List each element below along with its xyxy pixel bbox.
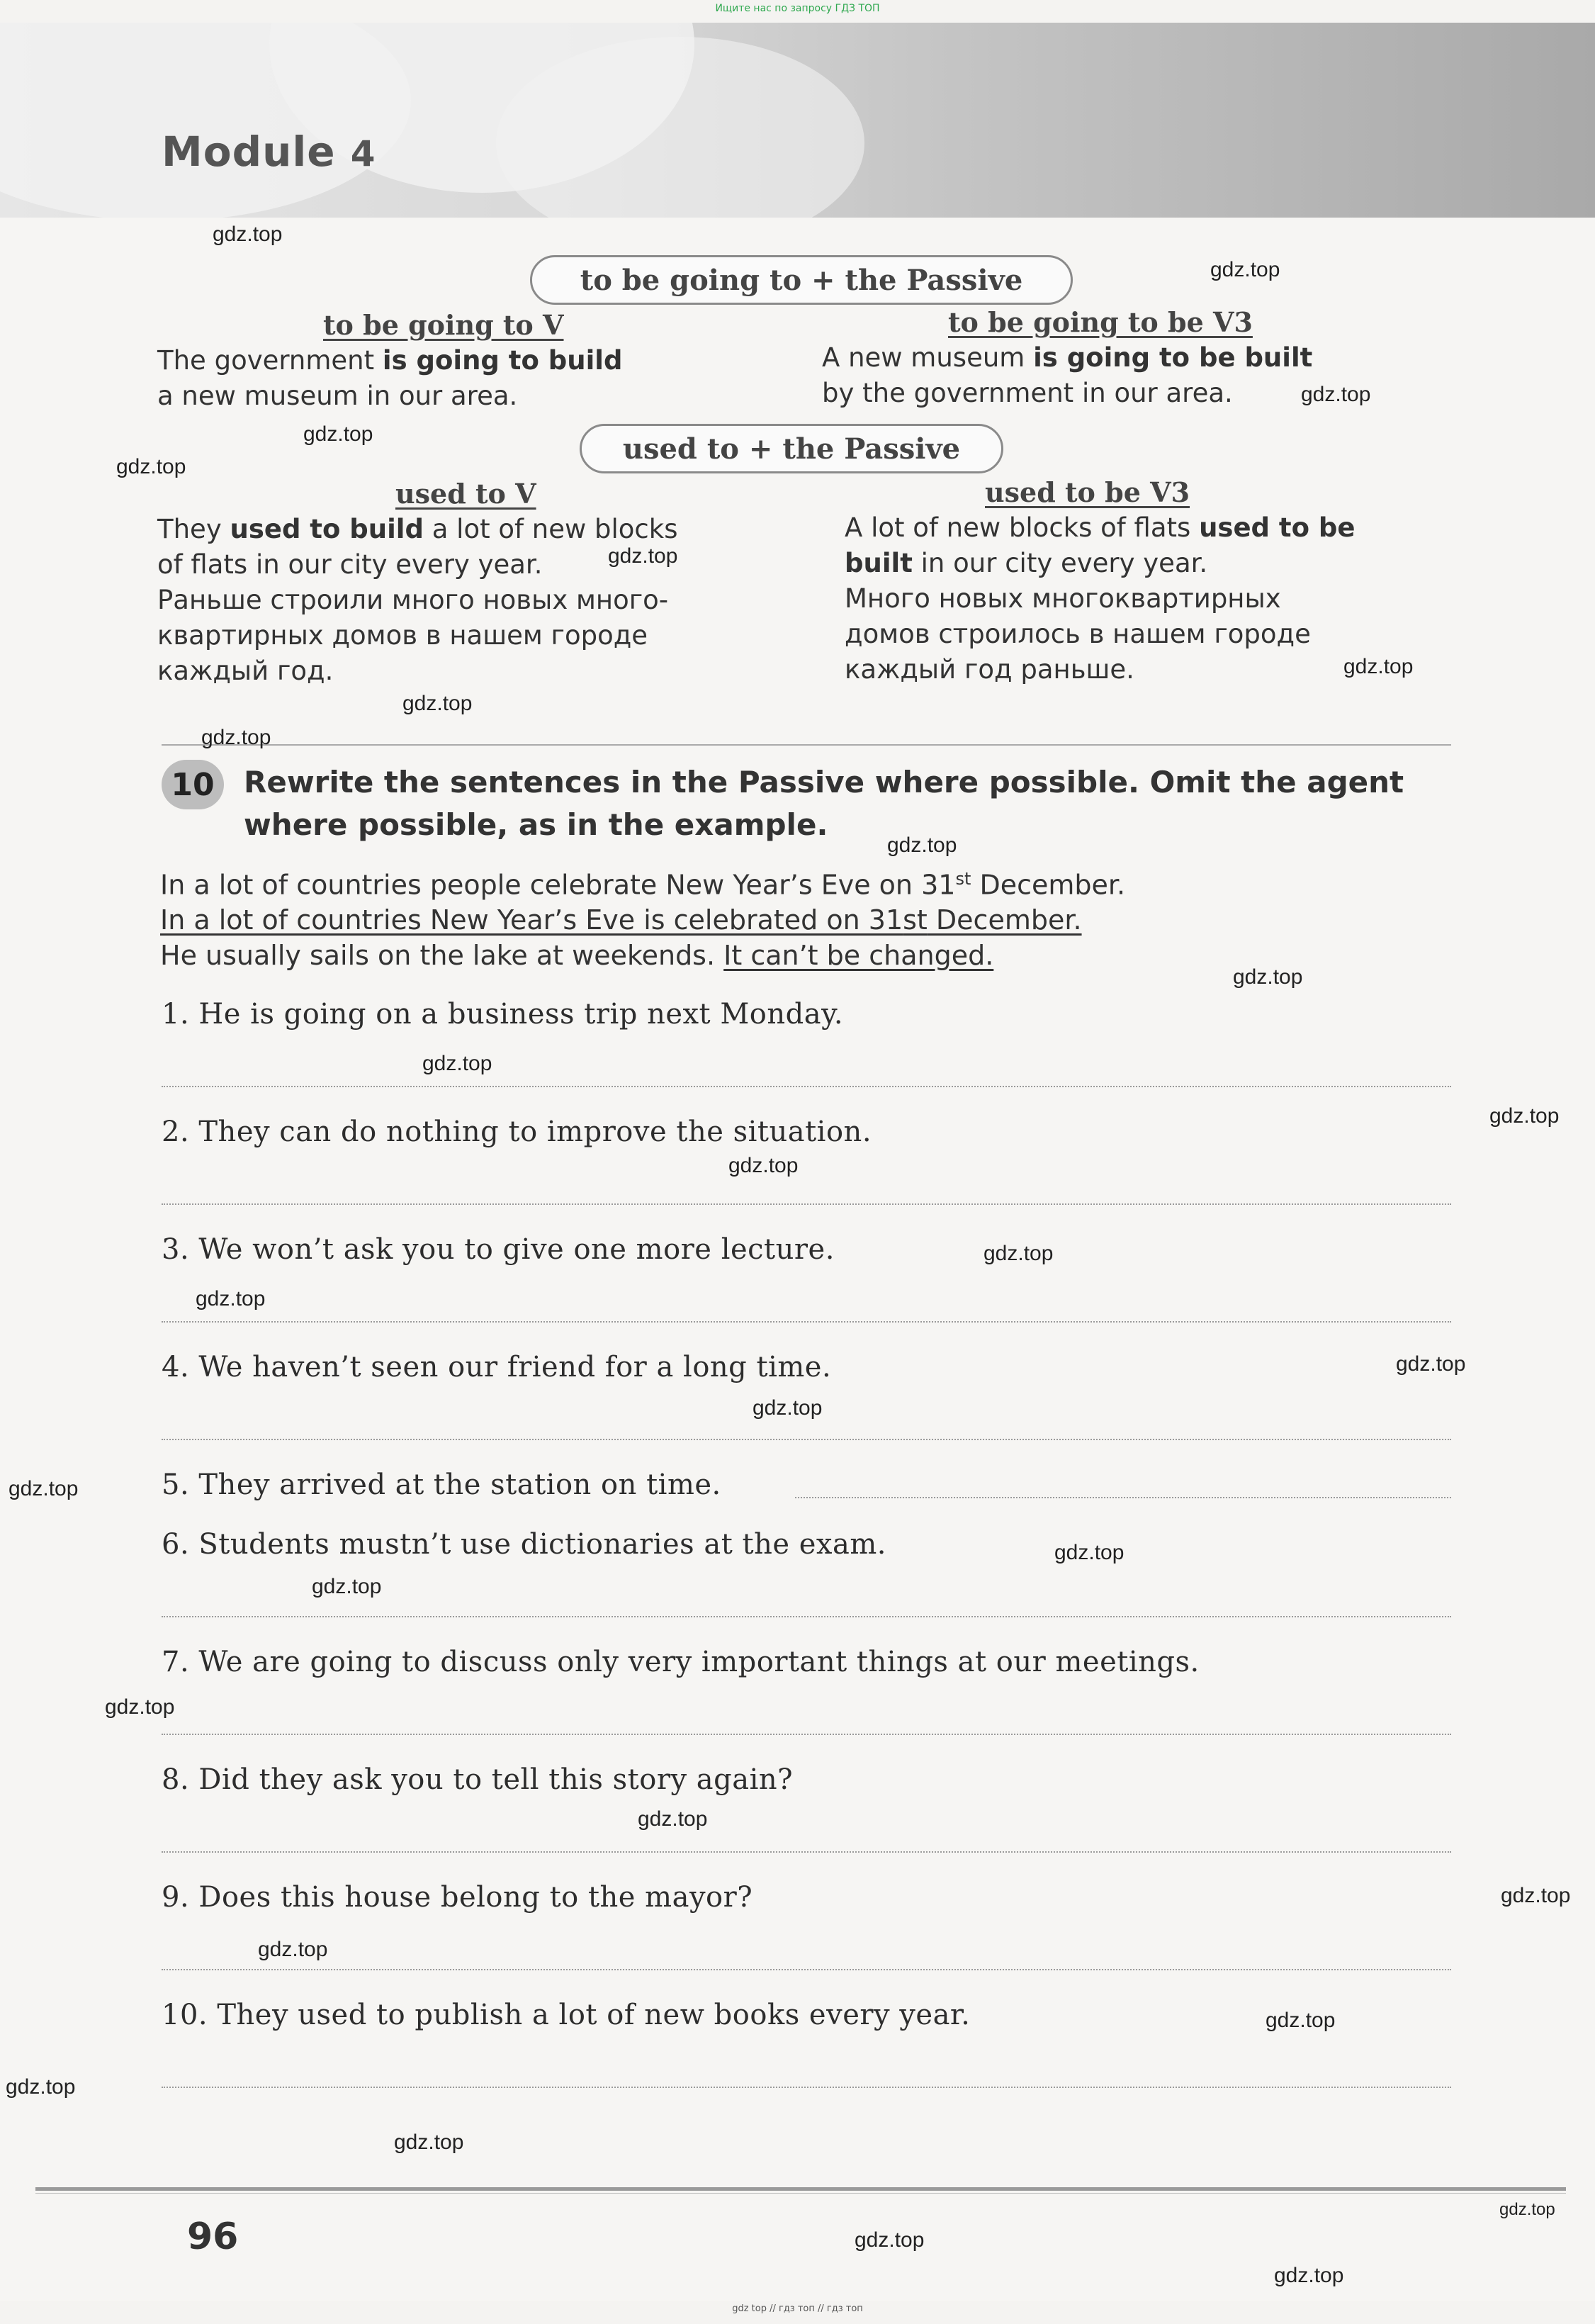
exercise-item-8: 8. Did they ask you to tell this story again? bbox=[162, 1763, 794, 1796]
page-number: 96 bbox=[187, 2216, 239, 2258]
exercise-item-2: 2. They can do nothing to improve the situation. bbox=[162, 1116, 872, 1148]
watermark: gdz.top bbox=[1499, 2200, 1555, 2219]
watermark: gdz.top bbox=[422, 1052, 492, 1075]
watermark: gdz.top bbox=[1343, 655, 1414, 678]
watermark: gdz.top bbox=[887, 833, 957, 857]
going-to-passive-example: A new museum is going to be built by the government in our area. bbox=[822, 342, 1313, 408]
watermark: gdz.top bbox=[258, 1938, 328, 1961]
exercise-item-4: 4. We haven’t seen our friend for a long time. bbox=[162, 1351, 832, 1383]
answer-line-10[interactable] bbox=[162, 2087, 1451, 2088]
module-title-word: Module bbox=[162, 128, 336, 176]
exercise-item-9: 9. Does this house belong to the mayor? bbox=[162, 1881, 753, 1914]
watermark: gdz.top bbox=[213, 223, 283, 246]
watermark: gdz.top bbox=[1396, 1352, 1466, 1376]
going-to-passive-heading: to be going to be V3 bbox=[948, 306, 1253, 338]
watermark: gdz.top bbox=[984, 1242, 1054, 1265]
footer-rule bbox=[35, 2187, 1566, 2191]
watermark: gdz.top bbox=[6, 2075, 76, 2099]
watermark: gdz.top bbox=[728, 1154, 799, 1177]
example-line-1: In a lot of countries people celebrate New Year’s Eve on 31st December. bbox=[160, 869, 1126, 901]
grammar-title-used-to: used to + the Passive bbox=[580, 424, 1003, 473]
watermark: gdz.top bbox=[1233, 965, 1303, 989]
example-line-2: In a lot of countries New Year’s Eve is celebrated on 31st December. bbox=[160, 904, 1082, 936]
answer-line-5[interactable] bbox=[795, 1497, 1451, 1498]
exercise-item-7: 7. We are going to discuss only very important things at our meetings. bbox=[162, 1646, 1200, 1678]
watermark: gdz.top bbox=[201, 726, 271, 749]
watermark: gdz.top bbox=[1054, 1541, 1125, 1564]
answer-line-2[interactable] bbox=[162, 1203, 1451, 1205]
exercise-number-badge: 10 bbox=[162, 760, 224, 809]
watermark: gdz.top bbox=[855, 2228, 925, 2252]
going-to-active-heading: to be going to V bbox=[323, 309, 564, 341]
example-line-3: He usually sails on the lake at weekends. It can’t be changed. bbox=[160, 940, 994, 971]
used-to-passive-example: A lot of new blocks of flats used to be built in our city every year. Много новых многоквартирных домов строилось в нашем городе каждый год раньше. bbox=[845, 512, 1356, 685]
section-divider bbox=[162, 744, 1451, 746]
bottom-note: gdz top // гдз топ // гдз топ bbox=[732, 2303, 863, 2314]
exercise-item-3: 3. We won’t ask you to give one more lecture. bbox=[162, 1233, 835, 1266]
watermark: gdz.top bbox=[303, 422, 373, 446]
page-header bbox=[0, 23, 1595, 218]
grammar-title-going-to: to be going to + the Passive bbox=[530, 255, 1073, 305]
used-to-active-example: They used to build a lot of new blocks of flats in our city every year. Раньше строили много новых много- квартирных домов в нашем городе каждый год. bbox=[157, 514, 678, 686]
watermark: gdz.top bbox=[1210, 258, 1280, 281]
answer-line-3[interactable] bbox=[162, 1321, 1451, 1323]
watermark: gdz.top bbox=[402, 692, 473, 715]
watermark: gdz.top bbox=[1301, 383, 1371, 406]
footer-rule-thin bbox=[35, 2193, 1566, 2194]
watermark: gdz.top bbox=[312, 1575, 382, 1598]
watermark: gdz.top bbox=[753, 1396, 823, 1420]
watermark: gdz.top bbox=[638, 1807, 708, 1831]
answer-line-1[interactable] bbox=[162, 1086, 1451, 1087]
watermark: gdz.top bbox=[1266, 2009, 1336, 2032]
watermark: gdz.top bbox=[1501, 1884, 1571, 1907]
module-title-number: 4 bbox=[350, 133, 376, 174]
answer-line-9[interactable] bbox=[162, 1969, 1451, 1970]
answer-line-8[interactable] bbox=[162, 1851, 1451, 1853]
watermark: gdz.top bbox=[1489, 1104, 1560, 1128]
watermark: gdz.top bbox=[196, 1287, 266, 1310]
exercise-item-10: 10. They used to publish a lot of new books every year. bbox=[162, 1999, 971, 2031]
answer-line-7[interactable] bbox=[162, 1734, 1451, 1735]
module-title bbox=[162, 128, 376, 176]
exercise-item-1: 1. He is going on a business trip next Monday. bbox=[162, 998, 844, 1031]
exercise-item-6: 6. Students mustn’t use dictionaries at the exam. bbox=[162, 1528, 886, 1561]
exercise-item-5: 5. They arrived at the station on time. bbox=[162, 1469, 721, 1501]
watermark: gdz.top bbox=[394, 2131, 464, 2154]
exercise-instruction: Rewrite the sentences in the Passive where possible. Omit the agent where possible, as in the example. bbox=[244, 765, 1404, 842]
watermark: gdz.top bbox=[9, 1477, 79, 1500]
answer-line-6[interactable] bbox=[162, 1616, 1451, 1617]
watermark: gdz.top bbox=[1274, 2264, 1344, 2287]
going-to-active-example: The government is going to build a new museum in our area. bbox=[157, 345, 623, 411]
used-to-passive-heading: used to be V3 bbox=[985, 476, 1190, 508]
watermark: gdz.top bbox=[608, 544, 678, 568]
answer-line-4[interactable] bbox=[162, 1439, 1451, 1440]
watermark: gdz.top bbox=[116, 455, 186, 478]
top-note: Ищите нас по запросу ГДЗ ТОП bbox=[715, 3, 880, 14]
watermark: gdz.top bbox=[105, 1695, 175, 1719]
used-to-active-heading: used to V bbox=[395, 478, 536, 510]
